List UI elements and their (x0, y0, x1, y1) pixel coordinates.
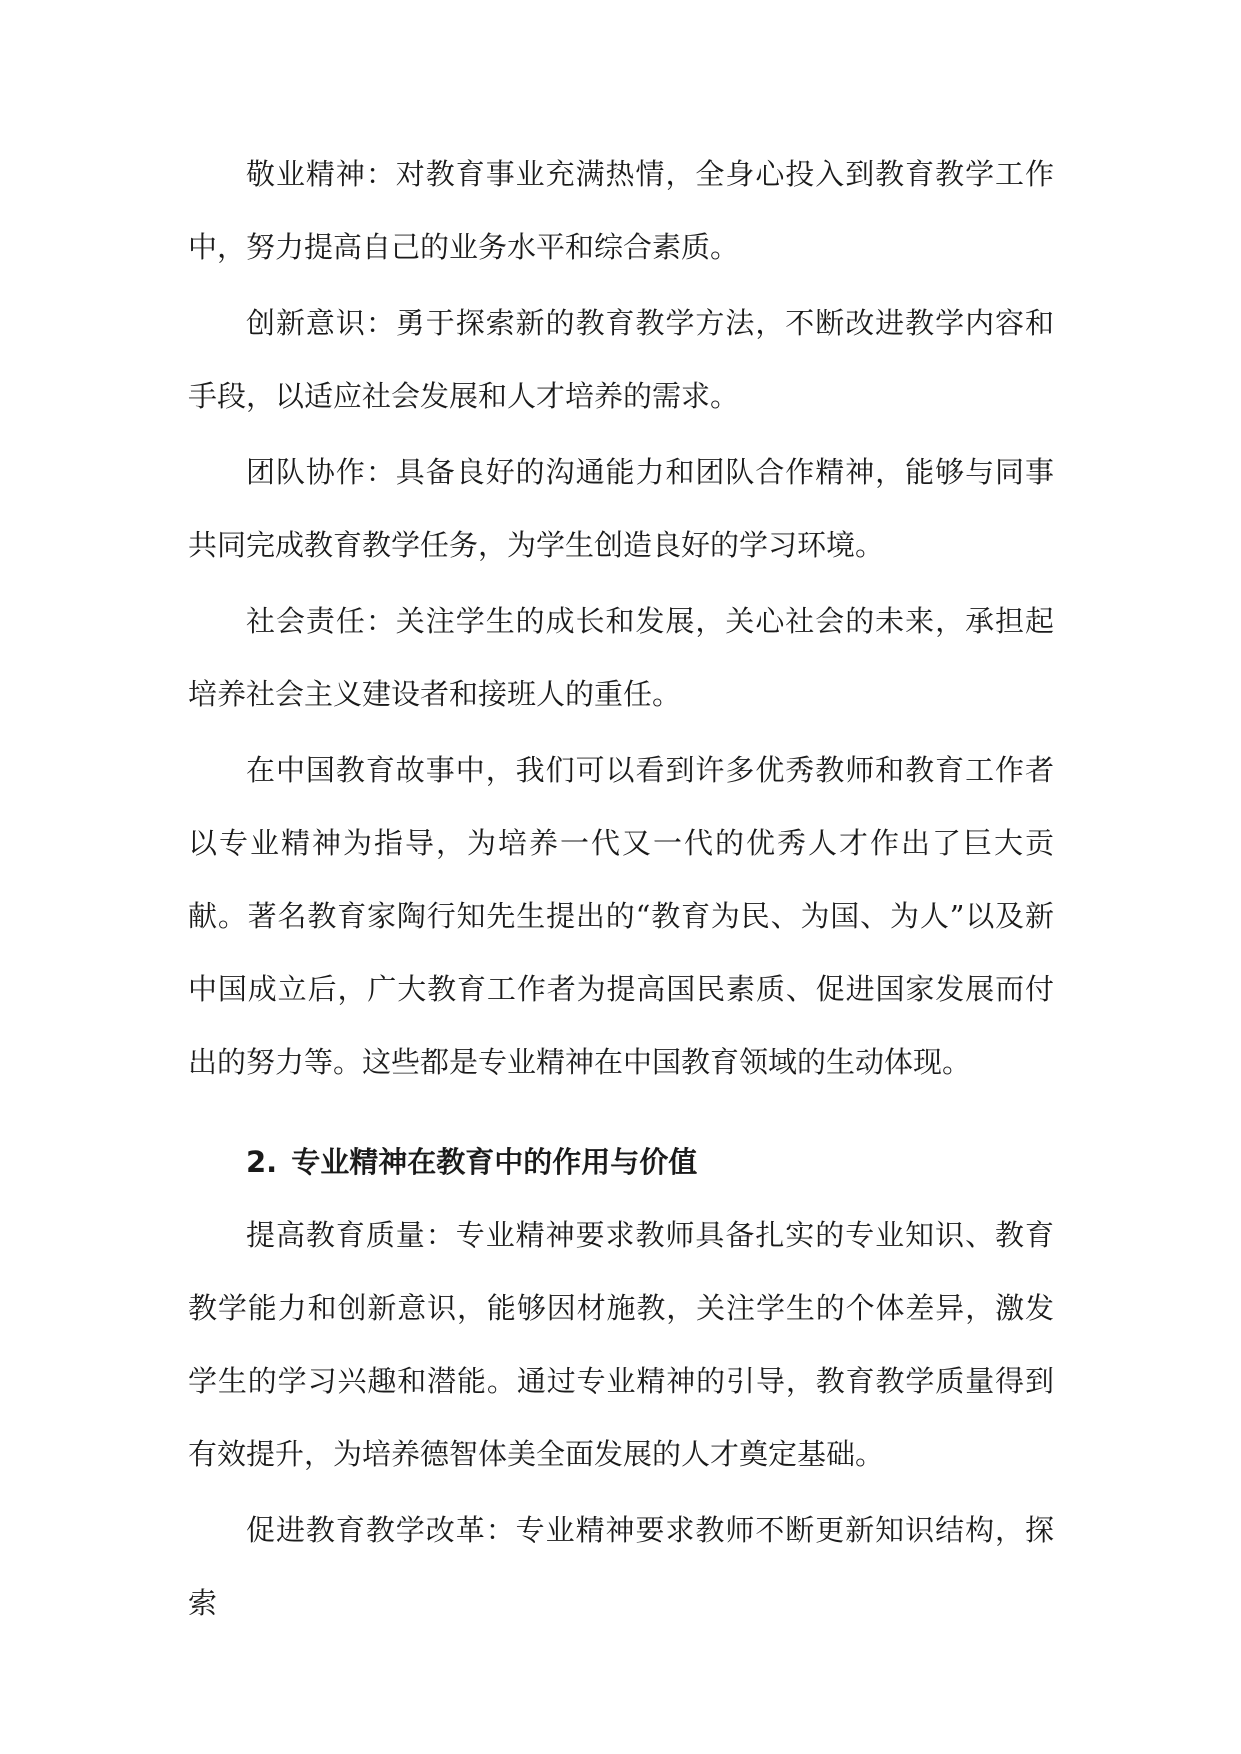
section-number: 2. (246, 1145, 278, 1179)
section-heading (188, 1126, 1054, 1199)
paragraph-teamwork: 团队协作：具备良好的沟通能力和团队合作精神，能够与同事共同完成教育教学任务，为学生创造良好的学习环境。 (188, 455, 1054, 562)
paragraph-china-education-story: 在中国教育故事中，我们可以看到许多优秀教师和教育工作者以专业精神为指导，为培养一代又一代的优秀人才作出了巨大贡献。著名教育家陶行知先生提出的“教育为民、为国、为人”以及新中国成立后，广大教育工作者为提高国民素质、促进国家发展而付出的努力等。这些都是专业精神在中国教育领域的生动体现。 (188, 753, 1054, 1079)
paragraph-improve-quality: 提高教育质量：专业精神要求教师具备扎实的专业知识、教育教学能力和创新意识，能够因材施教，关注学生的个体差异，激发学生的学习兴趣和潜能。通过专业精神的引导，教育教学质量得到有效提升，为培养德智体美全面发展的人才奠定基础。 (188, 1218, 1054, 1471)
paragraph-promote-reform: 促进教育教学改革：专业精神要求教师不断更新知识结构，探索 (188, 1513, 1054, 1620)
paragraph-dedication: 敬业精神：对教育事业充满热情，全身心投入到教育教学工作中，努力提高自己的业务水平和综合素质。 (188, 157, 1054, 264)
paragraph-social-responsibility: 社会责任：关注学生的成长和发展，关心社会的未来，承担起培养社会主义建设者和接班人的重任。 (188, 604, 1054, 711)
document-page (188, 138, 1054, 1643)
paragraph-innovation: 创新意识：勇于探索新的教育教学方法，不断改进教学内容和手段，以适应社会发展和人才培养的需求。 (188, 306, 1054, 413)
section-title: 专业精神在教育中的作用与价值 (291, 1145, 698, 1179)
